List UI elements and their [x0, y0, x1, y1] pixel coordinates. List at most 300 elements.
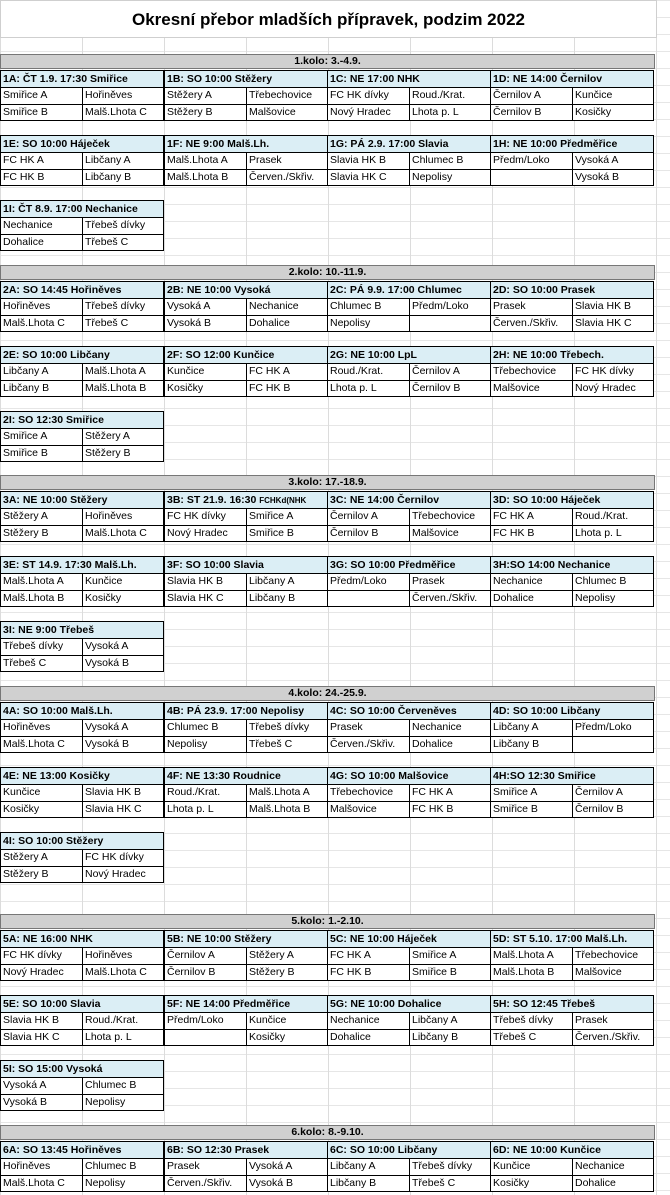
group-header-text: 6C: SO 10:00 Libčany: [330, 1144, 438, 1156]
team-cell: Roud./Krat.: [82, 1013, 163, 1029]
team-cell: Vysoká B: [3, 1096, 47, 1108]
match-row: [1, 1175, 163, 1191]
team-cell: Lhota p. L: [82, 1030, 163, 1045]
group-header-text: 4B: PÁ 23.9. 17:00 Nepolisy: [167, 705, 305, 717]
match-row: [165, 88, 327, 104]
match-row: [1, 785, 163, 801]
match-row: [165, 964, 327, 980]
team-cell: Hořiněves: [82, 948, 163, 964]
team-cell: Vysoká B: [82, 656, 163, 671]
team-cell: Libčany A: [493, 721, 539, 733]
team-cell: Stěžery B: [246, 965, 327, 980]
team-cell: Stěžery B: [3, 527, 49, 539]
team-cell: Hořiněves: [82, 509, 163, 525]
match-row: [328, 590, 490, 606]
team-cell: Malš.Lhota B: [493, 966, 555, 978]
team-cell: Černilov A: [493, 89, 541, 101]
team-cell: Černilov B: [167, 966, 216, 978]
match-row: [1, 1013, 163, 1029]
match-group-2b: [164, 281, 328, 332]
match-row: [491, 88, 653, 104]
match-row: [491, 169, 653, 185]
round-header: 3.kolo: 17.-18.9.: [0, 475, 655, 490]
match-group-4i: [0, 832, 164, 883]
match-row: [328, 364, 490, 380]
team-cell: FC HK B: [3, 171, 45, 183]
team-cell: Malš.Lhota A: [82, 364, 163, 380]
match-row: [491, 1175, 653, 1191]
group-header: [328, 71, 490, 88]
group-header-note: FCHKd(NHK: [259, 496, 307, 505]
team-cell: Roud./Krat.: [572, 509, 653, 525]
match-row: [328, 574, 490, 590]
match-group-3f: [164, 556, 328, 607]
group-header-text: 6A: SO 13:45 Hořiněves: [3, 1144, 122, 1156]
team-cell: Předm/Loko: [330, 575, 387, 587]
match-group-2f: [164, 346, 328, 397]
team-cell: Třebeš C: [409, 1176, 490, 1191]
team-cell: Vysoká A: [82, 720, 163, 736]
team-cell: Slavia HK B: [3, 1014, 60, 1026]
group-header-text: 3D: SO 10:00 Háječek: [493, 494, 601, 506]
team-cell: Chlumec B: [572, 574, 653, 590]
group-header-text: 4A: SO 10:00 Malš.Lh.: [3, 705, 113, 717]
team-cell: Vysoká A: [167, 300, 211, 312]
group-header-text: 4C: SO 10:00 Červeněves: [330, 705, 457, 717]
match-group-3h: [490, 556, 654, 607]
team-cell: FC HK B: [493, 527, 535, 539]
team-cell: [165, 1030, 246, 1045]
match-group-4c: [327, 702, 491, 753]
team-cell: Třebeš dívky: [493, 1014, 554, 1026]
group-header: [328, 136, 490, 153]
team-cell: Červen./Skřiv.: [409, 591, 490, 606]
group-header-text: 1A: ČT 1.9. 17:30 Smiřice: [3, 73, 128, 85]
match-row: [1, 104, 163, 120]
match-group-1h: [490, 135, 654, 186]
team-cell: Slavia HK B: [82, 785, 163, 801]
match-group-2a: [0, 281, 164, 332]
team-cell: Červen./Skřiv.: [330, 738, 396, 750]
team-cell: Třebechovice: [246, 88, 327, 104]
match-row: [1, 234, 163, 250]
team-cell: Třebeš C: [82, 235, 163, 250]
match-row: [165, 315, 327, 331]
team-cell: Prasek: [330, 721, 363, 733]
team-cell: Černilov B: [572, 802, 653, 817]
team-cell: Nechanice: [3, 219, 53, 231]
group-header-text: 2F: SO 12:00 Kunčice: [167, 349, 275, 361]
group-header: [1, 557, 163, 574]
group-header-text: 4I: SO 10:00 Stěžery: [3, 835, 104, 847]
team-cell: Smiřice A: [246, 509, 327, 525]
team-cell: Předm/Loko: [167, 1014, 224, 1026]
team-cell: Malš.Lhota C: [3, 738, 65, 750]
match-row: [328, 299, 490, 315]
match-row: [1, 590, 163, 606]
team-cell: Vysoká A: [82, 639, 163, 655]
team-cell: Třebechovice: [330, 786, 394, 798]
team-cell: [409, 316, 490, 331]
match-group-5i: [0, 1060, 164, 1111]
match-row: [1, 574, 163, 590]
team-cell: Vysoká A: [572, 153, 653, 169]
team-cell: Kunčice: [167, 365, 205, 377]
team-cell: Dohalice: [330, 1031, 371, 1043]
team-cell: Malšovice: [330, 803, 377, 815]
team-cell: Černilov A: [409, 364, 490, 380]
team-cell: [491, 170, 572, 185]
group-header: [491, 347, 653, 364]
group-header: [165, 71, 327, 88]
match-row: [1, 218, 163, 234]
match-row: [491, 104, 653, 120]
team-cell: Kosičky: [167, 382, 204, 394]
match-group-2c: [327, 281, 491, 332]
match-group-4h: [490, 767, 654, 818]
match-row: [328, 153, 490, 169]
group-header: [1, 492, 163, 509]
match-row: [165, 948, 327, 964]
group-header-text: 4F: NE 13:30 Roudnice: [167, 770, 281, 782]
match-group-3d: [490, 491, 654, 542]
match-row: [491, 964, 653, 980]
match-row: [165, 509, 327, 525]
match-row: [328, 720, 490, 736]
team-cell: Dohalice: [572, 1176, 653, 1191]
team-cell: Smiřice B: [3, 447, 48, 459]
match-row: [491, 1013, 653, 1029]
team-cell: Dohalice: [493, 592, 534, 604]
team-cell: Třebeš C: [3, 657, 47, 669]
group-header: [491, 492, 653, 509]
team-cell: Roud./Krat.: [330, 365, 384, 377]
match-row: [1, 380, 163, 396]
team-cell: Hořiněves: [3, 721, 51, 733]
match-row: [491, 720, 653, 736]
team-cell: Stěžery A: [167, 89, 212, 101]
round-header: 1.kolo: 3.-4.9.: [0, 54, 655, 69]
group-header: [328, 282, 490, 299]
match-row: [491, 736, 653, 752]
match-group-3a: [0, 491, 164, 542]
team-cell: Nechanice: [330, 1014, 380, 1026]
team-cell: FC HK A: [246, 364, 327, 380]
group-header-text: 1H: NE 10:00 Předměřice: [493, 138, 618, 150]
match-row: [165, 720, 327, 736]
match-row: [1, 1094, 163, 1110]
team-cell: Prasek: [167, 1160, 200, 1172]
team-cell: FC HK A: [409, 785, 490, 801]
match-row: [491, 315, 653, 331]
match-group-1a: [0, 70, 164, 121]
group-header: [165, 557, 327, 574]
team-cell: Červen./Skřiv.: [167, 1177, 233, 1189]
team-cell: Třebeš dívky: [246, 720, 327, 736]
match-row: [1, 736, 163, 752]
match-group-4a: [0, 702, 164, 753]
group-header: [328, 996, 490, 1013]
team-cell: Vysoká B: [167, 317, 211, 329]
team-cell: FC HK dívky: [3, 949, 62, 961]
team-cell: Malš.Lhota B: [246, 802, 327, 817]
team-cell: Nechanice: [409, 720, 490, 736]
team-cell: Libčany B: [246, 591, 327, 606]
team-cell: Třebechovice: [409, 509, 490, 525]
team-cell: Malš.Lhota C: [3, 317, 65, 329]
match-row: [491, 299, 653, 315]
match-row: [1, 525, 163, 541]
team-cell: Malš.Lhota C: [82, 105, 163, 120]
match-row: [491, 785, 653, 801]
match-row: [1, 509, 163, 525]
group-header-text: 3I: NE 9:00 Třebeš: [3, 624, 95, 636]
match-group-4d: [490, 702, 654, 753]
match-row: [165, 153, 327, 169]
match-group-6c: [327, 1141, 491, 1192]
group-header: [1, 201, 163, 218]
team-cell: Vysoká A: [246, 1159, 327, 1175]
team-cell: Smiřice B: [409, 965, 490, 980]
team-cell: FC HK A: [330, 949, 371, 961]
match-group-3b: [164, 491, 328, 542]
team-cell: Libčany B: [3, 382, 50, 394]
team-cell: Smiřice B: [3, 106, 48, 118]
group-header-text: 5G: NE 10:00 Dohalice: [330, 998, 442, 1010]
team-cell: Slavia HK C: [167, 592, 224, 604]
team-cell: Černilov A: [572, 785, 653, 801]
group-header-text: 2I: SO 12:30 Smiřice: [3, 414, 104, 426]
team-cell: Malšovice: [493, 382, 540, 394]
match-group-2e: [0, 346, 164, 397]
match-row: [328, 1175, 490, 1191]
match-row: [328, 104, 490, 120]
team-cell: Nepolisy: [167, 738, 208, 750]
group-header: [491, 282, 653, 299]
match-group-4f: [164, 767, 328, 818]
group-header-text: 1G: PÁ 2.9. 17:00 Slavia: [330, 138, 449, 150]
match-row: [1, 866, 163, 882]
match-row: [491, 1159, 653, 1175]
team-cell: [328, 591, 409, 606]
group-header-text: 1D: NE 14:00 Černilov: [493, 73, 603, 85]
match-row: [1, 299, 163, 315]
team-cell: FC HK dívky: [572, 364, 653, 380]
group-header: [1, 768, 163, 785]
round-header: 2.kolo: 10.-11.9.: [0, 265, 655, 280]
match-row: [491, 525, 653, 541]
group-header: [1, 412, 163, 429]
group-header: [491, 768, 653, 785]
team-cell: Chlumec B: [82, 1159, 163, 1175]
team-cell: Dohalice: [409, 737, 490, 752]
team-cell: Stěžery B: [167, 106, 213, 118]
team-cell: Chlumec B: [409, 153, 490, 169]
match-row: [165, 525, 327, 541]
match-row: [491, 380, 653, 396]
team-cell: FC HK B: [409, 802, 490, 817]
group-header: [165, 996, 327, 1013]
match-group-2g: [327, 346, 491, 397]
team-cell: FC HK dívky: [330, 89, 389, 101]
group-header: [491, 136, 653, 153]
group-header: [1, 1061, 163, 1078]
group-header: [1, 931, 163, 948]
match-row: [491, 590, 653, 606]
group-header-text: 5C: NE 10:00 Háječek: [330, 933, 437, 945]
team-cell: Kosičky: [3, 803, 40, 815]
team-cell: Malš.Lhota B: [167, 171, 229, 183]
team-cell: Nepolisy: [330, 317, 371, 329]
group-header: [328, 703, 490, 720]
team-cell: Libčany A: [82, 153, 163, 169]
team-cell: Malš.Lhota A: [246, 785, 327, 801]
match-group-6a: [0, 1141, 164, 1192]
team-cell: Stěžery B: [3, 868, 49, 880]
team-cell: Nový Hradec: [82, 867, 163, 882]
match-row: [491, 364, 653, 380]
group-header: [491, 1142, 653, 1159]
team-cell: Kosičky: [493, 1177, 530, 1189]
match-row: [1, 850, 163, 866]
group-header-text: 2H: NE 10:00 Třebech.: [493, 349, 604, 361]
team-cell: Malš.Lhota B: [3, 592, 65, 604]
group-header: [1, 136, 163, 153]
match-group-5g: [327, 995, 491, 1046]
match-row: [1, 801, 163, 817]
team-cell: Malš.Lhota A: [3, 575, 64, 587]
group-header-text: 6D: NE 10:00 Kunčice: [493, 1144, 601, 1156]
match-row: [328, 380, 490, 396]
group-header-text: 2C: PÁ 9.9. 17:00 Chlumec: [330, 284, 462, 296]
match-row: [328, 88, 490, 104]
team-cell: Třebechovice: [572, 948, 653, 964]
team-cell: Nepolisy: [82, 1095, 163, 1110]
group-header-text: 4D: SO 10:00 Libčany: [493, 705, 601, 717]
group-header-text: 1E: SO 10:00 Háječek: [3, 138, 110, 150]
group-header-text: 4E: NE 13:00 Kosičky: [3, 770, 110, 782]
match-group-5f: [164, 995, 328, 1046]
group-header: [328, 347, 490, 364]
group-header-text: 5D: ST 5.10. 17:00 Malš.Lh.: [493, 933, 628, 945]
match-row: [328, 1159, 490, 1175]
team-cell: Dohalice: [246, 316, 327, 331]
match-row: [328, 1029, 490, 1045]
match-row: [1, 364, 163, 380]
match-row: [328, 315, 490, 331]
match-row: [491, 574, 653, 590]
team-cell: Stěžery A: [246, 948, 327, 964]
match-row: [491, 509, 653, 525]
team-cell: FC HK B: [330, 966, 372, 978]
match-row: [165, 1013, 327, 1029]
team-cell: Lhota p. L: [330, 382, 377, 394]
group-header-text: 6B: SO 12:30 Prasek: [167, 1144, 270, 1156]
team-cell: Černilov A: [167, 949, 215, 961]
match-row: [165, 801, 327, 817]
group-header: [491, 703, 653, 720]
team-cell: Malšovice: [246, 105, 327, 120]
match-group-6d: [490, 1141, 654, 1192]
team-cell: Libčany B: [409, 1030, 490, 1045]
team-cell: Nový Hradec: [3, 966, 64, 978]
team-cell: Dohalice: [3, 236, 44, 248]
team-cell: Kosičky: [572, 105, 653, 120]
match-group-1c: [327, 70, 491, 121]
team-cell: Malš.Lhota A: [493, 949, 554, 961]
match-group-2i: [0, 411, 164, 462]
match-row: [1, 655, 163, 671]
group-header: [165, 768, 327, 785]
group-header: [1, 703, 163, 720]
group-header-text: 3H:SO 14:00 Nechanice: [493, 559, 611, 571]
match-row: [1, 1029, 163, 1045]
group-header-text: 2D: SO 10:00 Prasek: [493, 284, 596, 296]
team-cell: Hořiněves: [3, 1160, 51, 1172]
match-row: [165, 380, 327, 396]
team-cell: Vysoká A: [3, 1079, 47, 1091]
team-cell: Kunčice: [246, 1013, 327, 1029]
match-group-3i: [0, 621, 164, 672]
match-row: [328, 525, 490, 541]
team-cell: Červen./Skřiv.: [493, 317, 559, 329]
team-cell: Roud./Krat.: [409, 88, 490, 104]
group-header: [1, 71, 163, 88]
team-cell: FC HK dívky: [167, 510, 226, 522]
match-row: [165, 1029, 327, 1045]
match-group-1g: [327, 135, 491, 186]
group-header-text: 1C: NE 17:00 NHK: [330, 73, 420, 85]
group-header-text: 5H: SO 12:45 Třebeš: [493, 998, 596, 1010]
team-cell: Hořiněves: [3, 300, 51, 312]
team-cell: Stěžery A: [3, 510, 48, 522]
team-cell: Kosičky: [246, 1030, 327, 1045]
match-row: [1, 445, 163, 461]
group-header: [491, 996, 653, 1013]
team-cell: Libčany A: [330, 1160, 376, 1172]
team-cell: Předm/Loko: [572, 720, 653, 736]
match-group-1d: [490, 70, 654, 121]
team-cell: Smiřice B: [493, 803, 538, 815]
match-row: [491, 1029, 653, 1045]
group-header: [165, 931, 327, 948]
group-header-text: 2G: NE 10:00 LpL: [330, 349, 417, 361]
group-header-text: 3A: NE 10:00 Stěžery: [3, 494, 108, 506]
group-header-text: 5F: NE 14:00 Předměřice: [167, 998, 291, 1010]
team-cell: Černilov B: [409, 381, 490, 396]
match-row: [165, 169, 327, 185]
match-row: [165, 590, 327, 606]
team-cell: Nepolisy: [572, 591, 653, 606]
team-cell: Třebeš dívky: [3, 640, 64, 652]
group-header-text: 2B: NE 10:00 Vysoká: [167, 284, 271, 296]
group-header-text: 1F: NE 9:00 Malš.Lh.: [167, 138, 270, 150]
group-header: [165, 347, 327, 364]
group-header: [491, 931, 653, 948]
match-row: [1, 964, 163, 980]
match-row: [1, 639, 163, 655]
group-header: [1, 347, 163, 364]
team-cell: Malšovice: [572, 965, 653, 980]
team-cell: Černilov B: [330, 527, 379, 539]
match-row: [165, 104, 327, 120]
match-group-2d: [490, 281, 654, 332]
page-title: Okresní přebor mladších přípravek, podzim 2022: [0, 0, 657, 38]
team-cell: Lhota p. L: [572, 526, 653, 541]
team-cell: Třebeš C: [493, 1031, 537, 1043]
team-cell: Lhota p. L: [409, 105, 490, 120]
team-cell: Vysoká B: [246, 1176, 327, 1191]
